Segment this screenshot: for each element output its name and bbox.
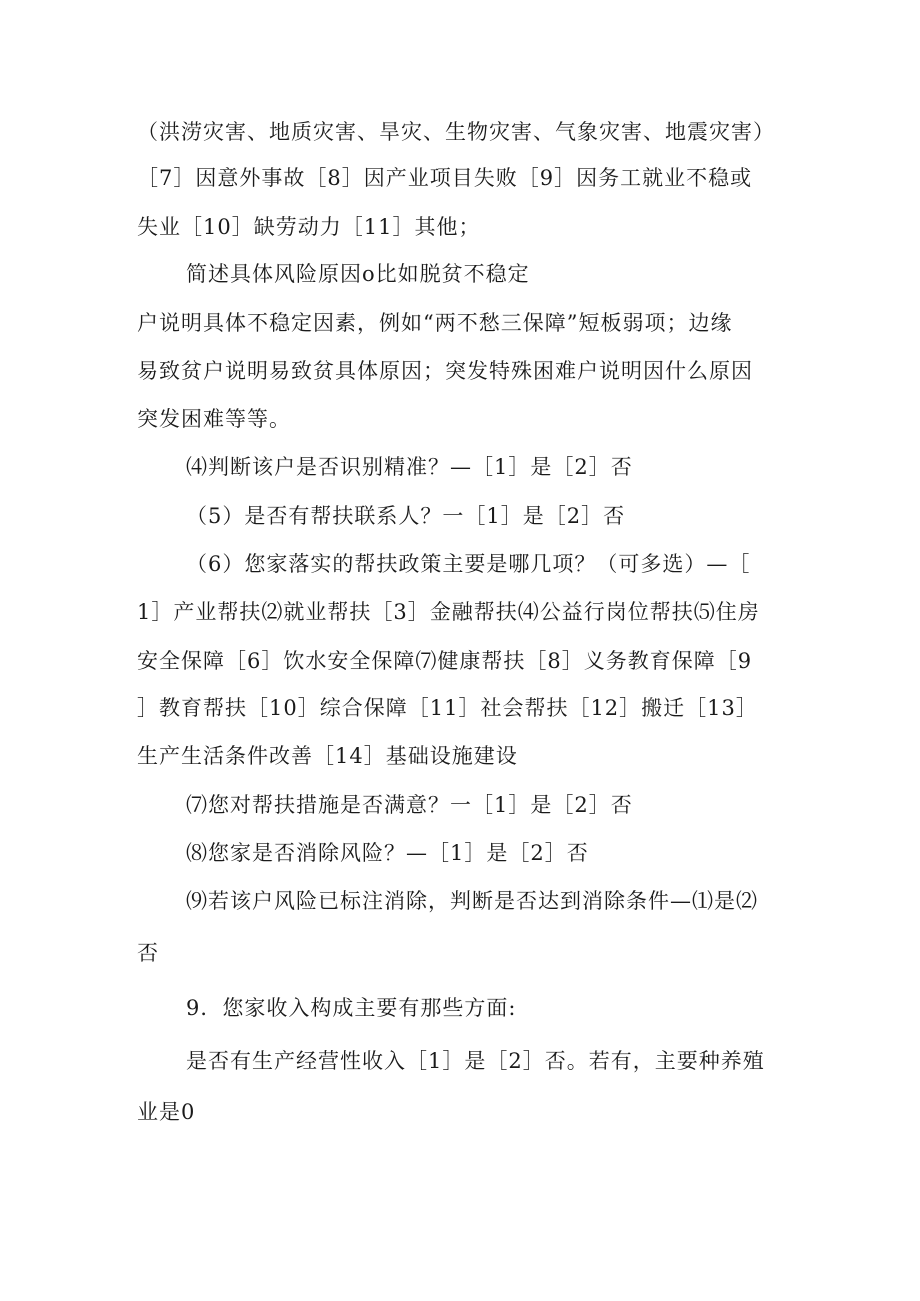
text-line-11: 1］产业帮扶⑵就业帮扶［3］金融帮扶⑷公益行岗位帮扶⑸住房	[137, 600, 760, 624]
text-line-13: ］教育帮扶［10］综合保障［11］社会帮扶［12］搬迁［13］	[137, 696, 758, 720]
text-line-14: 生产生活条件改善［14］基础设施建设	[137, 744, 518, 768]
text-line-6: 易致贫户说明易致贫具体原因；突发特殊困难户说明因什么原因	[137, 359, 753, 383]
text-line-18: 否	[137, 941, 159, 965]
text-line-15: ⑺您对帮扶措施是否满意？一［1］是［2］否	[186, 793, 633, 817]
text-line-3: 失业［10］缺劳动力［11］其他；	[137, 215, 481, 239]
text-line-17: ⑼若该户风险已标注消除，判断是否达到消除条件—⑴是⑵	[186, 889, 758, 913]
text-line-2: ［7］因意外事故［8］因产业项目失败［9］因务工就业不稳或	[137, 166, 753, 190]
text-line-20: 是否有生产经营性收入［1］是［2］否。若有，主要种养殖	[186, 1049, 765, 1073]
text-line-12: 安全保障［6］饮水安全保障⑺健康帮扶［8］义务教育保障［9	[137, 649, 753, 673]
text-line-19: 9．您家收入构成主要有那些方面:	[186, 996, 517, 1020]
text-line-9: （5）是否有帮扶联系人？一［1］是［2］否	[186, 504, 626, 528]
text-line-7: 突发困难等等。	[137, 407, 291, 431]
text-line-10: （6）您家落实的帮扶政策主要是哪几项？（可多选）—［	[186, 552, 751, 576]
text-line-8: ⑷判断该户是否识别精准？—［1］是［2］否	[186, 455, 633, 479]
text-line-1: （洪涝灾害、地质灾害、旱灾、生物灾害、气象灾害、地震灾害）	[137, 120, 775, 144]
text-line-4: 简述具体风险原因o比如脱贫不稳定	[186, 262, 530, 286]
text-line-16: ⑻您家是否消除风险？—［1］是［2］否	[186, 841, 589, 865]
text-line-5: 户说明具体不稳定因素，例如“两不愁三保障”短板弱项；边缘	[137, 311, 733, 335]
text-line-21: 业是0	[137, 1100, 196, 1124]
